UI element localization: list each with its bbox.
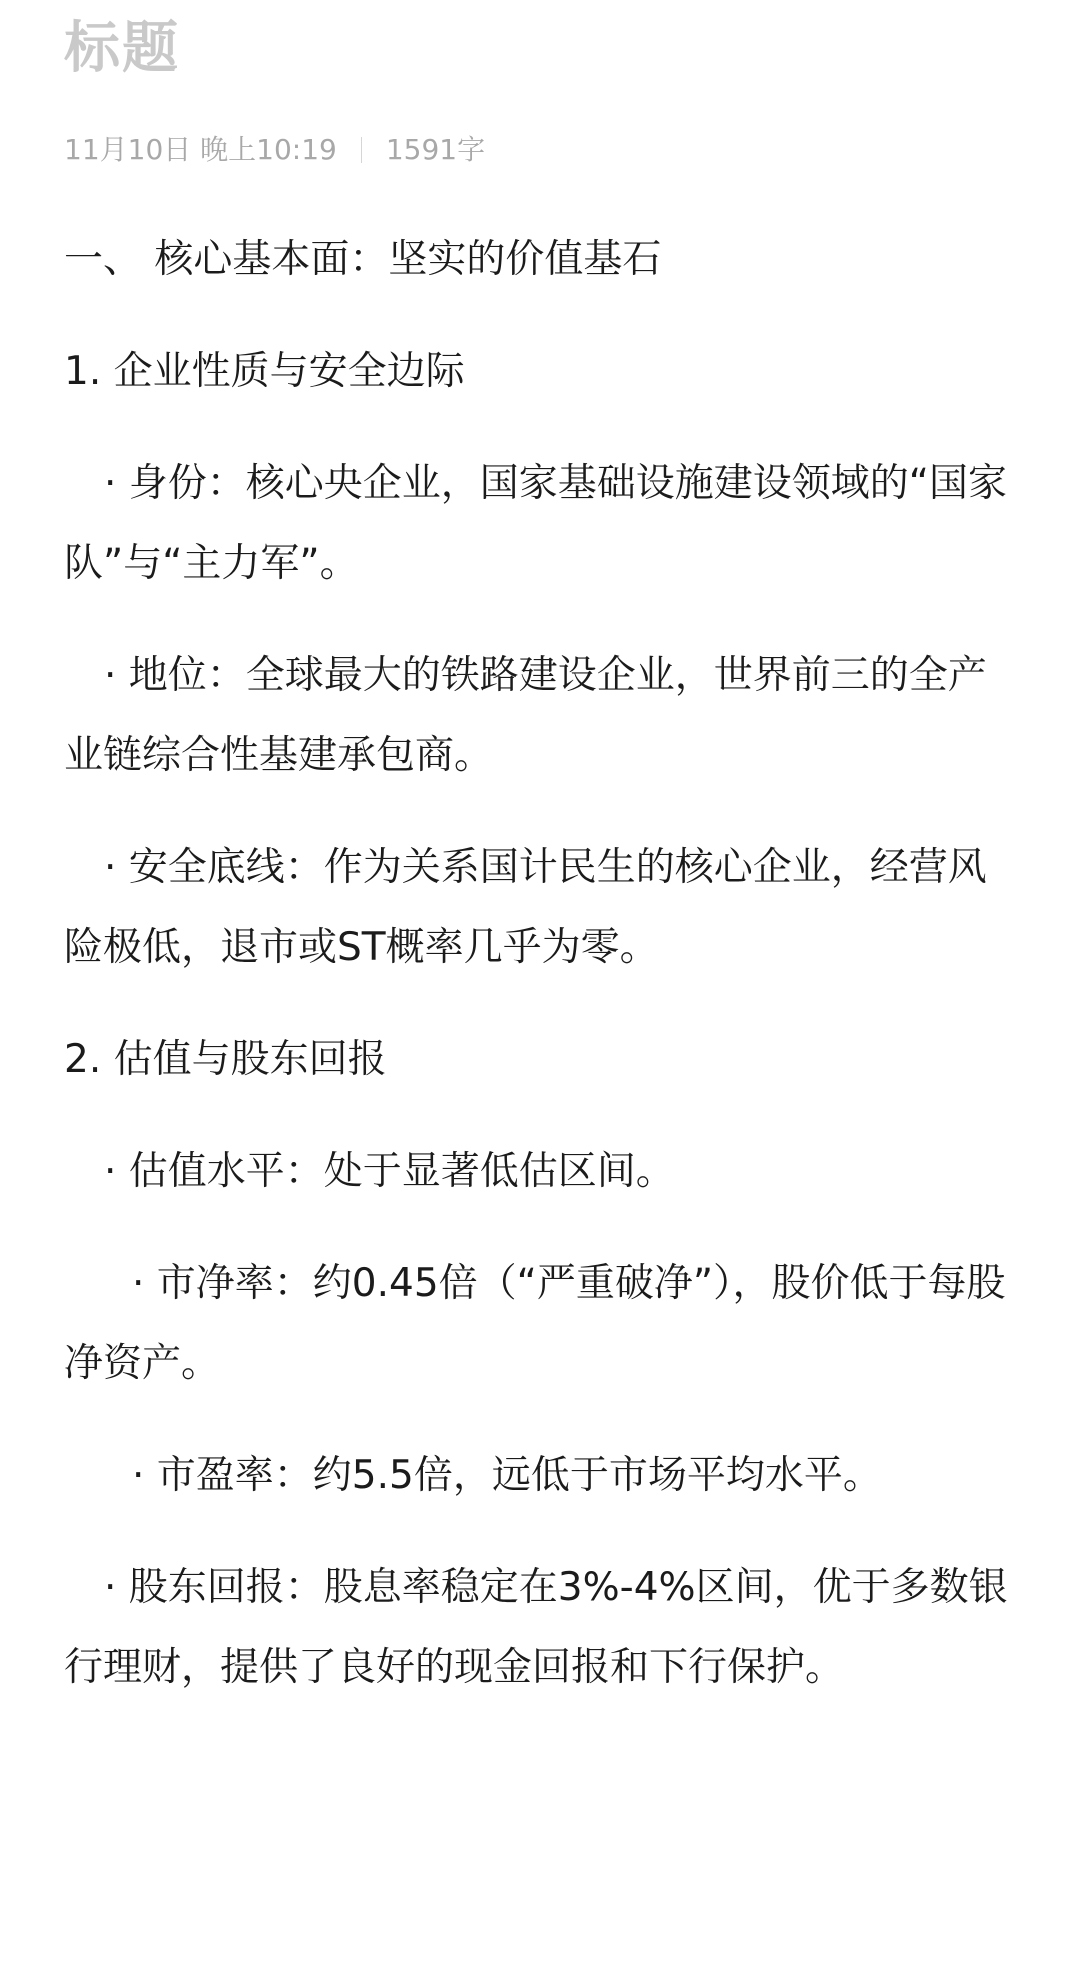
subsection-heading: 1. 企业性质与安全边际 [64,349,465,394]
word-count: 1591字 [385,133,486,166]
paragraph-identity: · 身份：核心央企业，国家基础设施建设领域的“国家队”与“主力军”。 [64,461,1007,586]
note-date: 11月10日 晚上10:19 [64,133,337,166]
meta-divider [361,137,362,163]
paragraph-position: · 地位：全球最大的铁路建设企业，世界前三的全产业链综合性基建承包商。 [64,653,987,778]
paragraph-safety: · 安全底线：作为关系国计民生的核心企业，经营风险极低，退市或ST概率几乎为零。 [64,845,987,970]
paragraph-dividend: · 股东回报：股息率稳定在3%-4%区间，优于多数银行理财，提供了良好的现金回报和下行保护。 [64,1565,1008,1690]
section-heading: 一、 核心基本面：坚实的价值基石 [64,237,662,282]
paragraph-pb: · 市净率：约0.45倍（“严重破净”），股价低于每股净资产。 [64,1261,1006,1386]
subsection-heading: 2. 估值与股东回报 [64,1037,387,1082]
note-body[interactable] [64,220,1023,1708]
paragraph-valuation: · 估值水平：处于显著低估区间。 [104,1149,675,1194]
note-title[interactable]: 标题 [64,16,180,81]
note-meta [64,130,1023,170]
paragraph-pe: · 市盈率：约5.5倍，远低于市场平均水平。 [132,1453,882,1498]
